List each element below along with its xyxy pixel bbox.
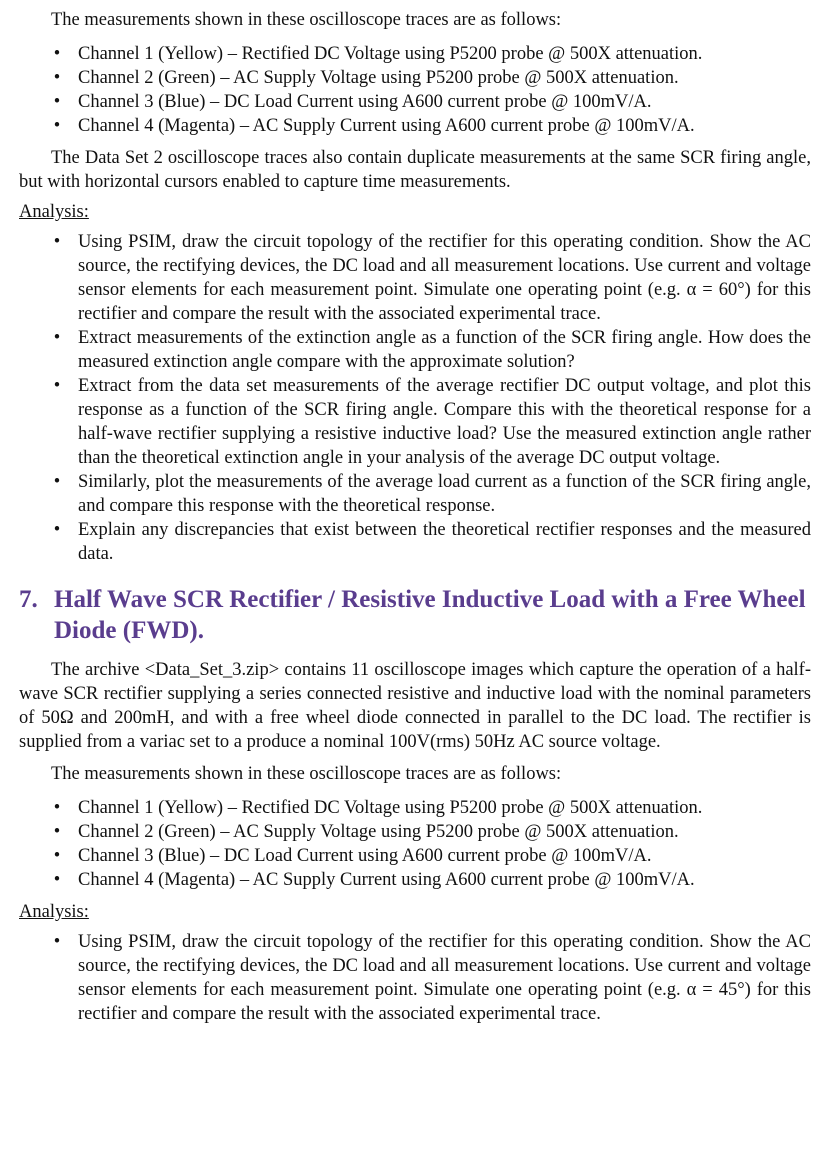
list-item: • Channel 2 (Green) – AC Supply Voltage using P5200 probe @ 500X attenuation. [53,822,679,842]
bullet-icon: • [53,44,61,64]
bullet-icon: • [53,328,61,348]
bullet-icon: • [53,116,61,136]
measurements-heading: The measurements shown in these oscilloscope traces are as follows: [51,10,562,30]
channel-list [19,796,811,892]
channel-list [19,42,811,138]
measurements-heading: The measurements shown in these oscilloscope traces are as follows: [51,764,562,784]
section-title-text: Half Wave SCR Rectifier / Resistive Inductive Load with a Free Wheel Diode (FWD). [54,586,806,644]
list-item: • Explain any discrepancies that exist between the theoretical rectifier responses and the measured data. [53,520,811,564]
list-item: • Channel 1 (Yellow) – Rectified DC Voltage using P5200 probe @ 500X attenuation. [53,44,703,64]
list-item: • Channel 2 (Green) – AC Supply Voltage using P5200 probe @ 500X attenuation. [53,68,679,88]
bullet-icon: • [53,68,61,88]
analysis-list [19,930,811,1026]
bullet-icon: • [53,846,61,866]
bullet-icon: • [53,932,61,952]
section-number: 7. [19,586,38,613]
list-item: • Channel 4 (Magenta) – AC Supply Current using A600 current probe @ 100mV/A. [53,116,695,136]
list-item: • Extract measurements of the extinction angle as a function of the SCR firing angle. How does the measured extinction angle compare with the approximate solution? [53,328,811,372]
list-item: • Channel 3 (Blue) – DC Load Current using A600 current probe @ 100mV/A. [53,846,652,866]
list-item: • Extract from the data set measurements of the average rectifier DC output voltage, and plot this response as a function of the SCR firing angle. Compare this with the theoretical response for a half-wave rectifier supplying a resistive inductive load? Use the measured extinction angle rather than the theoretical extinction angle in your analysis of the average DC output voltage. [53,376,811,468]
bullet-icon: • [53,376,61,396]
bullet-icon: • [53,520,61,540]
section-description: The archive <Data_Set_3.zip> contains 11 oscilloscope images which capture the operation of a half-wave SCR rectifier supplying a series connected resistive and inductive load with the nominal parameters of 50Ω and 200mH, and with a free wheel diode connected in parallel to the DC load. The rectifier is supplied from a variac set to a produce a nominal 100V(rms) 50Hz AC source voltage. [19,660,811,752]
analysis-list [19,230,811,566]
bullet-icon: • [53,822,61,842]
bullet-icon: • [53,472,61,492]
dataset-note: The Data Set 2 oscilloscope traces also contain duplicate measurements at the same SCR firing angle, but with horizontal cursors enabled to capture time measurements. [19,148,811,192]
list-item: • Channel 3 (Blue) – DC Load Current using A600 current probe @ 100mV/A. [53,92,652,112]
bullet-icon: • [53,798,61,818]
bullet-icon: • [53,232,61,252]
list-item: • Using PSIM, draw the circuit topology of the rectifier for this operating condition. Show the AC source, the rectifying devices, the DC load and all measurement locations. Use current and voltage sensor elements for each measurement point. Simulate one operating point (e.g. α = 45°) for this rectifier and compare the result with the associated experimental trace. [53,932,811,1024]
analysis-heading: Analysis: [19,902,89,922]
document-page [19,8,811,1034]
section-title [19,584,811,646]
list-item: • Similarly, plot the measurements of the average load current as a function of the SCR firing angle, and compare this response with the theoretical response. [53,472,811,516]
list-item: • Channel 1 (Yellow) – Rectified DC Voltage using P5200 probe @ 500X attenuation. [53,798,703,818]
list-item: • Using PSIM, draw the circuit topology of the rectifier for this operating condition. Show the AC source, the rectifying devices, the DC load and all measurement locations. Use current and voltage sensor elements for each measurement point. Simulate one operating point (e.g. α = 60°) for this rectifier and compare the result with the associated experimental trace. [53,232,811,324]
bullet-icon: • [53,92,61,112]
analysis-heading: Analysis: [19,202,89,222]
bullet-icon: • [53,870,61,890]
list-item: • Channel 4 (Magenta) – AC Supply Current using A600 current probe @ 100mV/A. [53,870,695,890]
